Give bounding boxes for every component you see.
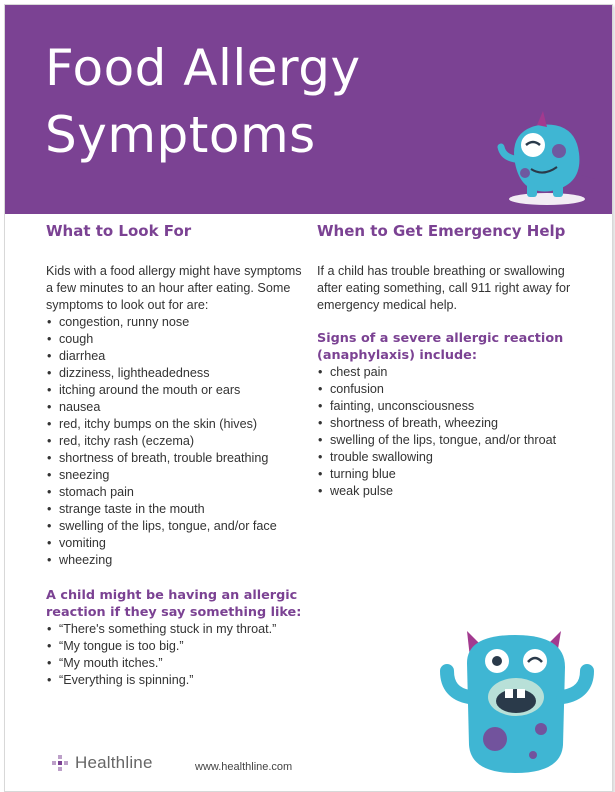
left-intro: Kids with a food allergy might have symptoms a few minutes to an hour after eating. Some symptoms to look out for are: (46, 264, 302, 312)
symptom-list-item: • cough (46, 331, 311, 348)
quote-list-item: • “My mouth itches.” (46, 655, 311, 672)
symptom-list-item: • congestion, runny nose (46, 314, 311, 331)
sign-list-item: • chest pain (317, 364, 577, 381)
page-title (45, 35, 361, 169)
monster-one-horn-illustration (495, 103, 605, 211)
quotes-heading: A child might be having an allergic reaction if they say something like: (46, 588, 302, 620)
sign-list-item: • shortness of breath, wheezing (317, 415, 577, 432)
sign-list-item: • swelling of the lips, tongue, and/or throat (317, 432, 577, 449)
quote-list-item: • “My tongue is too big.” (46, 638, 311, 655)
symptom-list-item: • swelling of the lips, tongue, and/or face (46, 518, 311, 535)
healthline-plus-icon (51, 754, 69, 772)
symptom-list-item: • dizziness, lightheadedness (46, 365, 311, 382)
signs-list (317, 364, 577, 500)
header-banner (5, 5, 612, 214)
monster-two-horns-illustration (437, 605, 597, 775)
quote-list (46, 621, 311, 689)
footer-url: www.healthline.com (195, 761, 293, 773)
sign-list-item: • confusion (317, 381, 577, 398)
quote-list-item: • “Everything is spinning.” (46, 672, 311, 689)
healthline-logo (51, 753, 153, 773)
symptom-list-item: • wheezing (46, 552, 311, 569)
symptom-list-item: • strange taste in the mouth (46, 501, 311, 518)
symptom-list-item: • nausea (46, 399, 311, 416)
symptom-list-item: • vomiting (46, 535, 311, 552)
right-intro: If a child has trouble breathing or swallowing after eating something, call 911 right away for emergency medical help. (317, 264, 571, 312)
page (4, 4, 613, 792)
symptom-list-item: • red, itchy rash (eczema) (46, 433, 311, 450)
emergency-help-heading: When to Get Emergency Help (317, 222, 566, 240)
symptom-list-item: • red, itchy bumps on the skin (hives) (46, 416, 311, 433)
left-column (46, 220, 311, 689)
right-column (317, 220, 577, 500)
symptom-list-item: • stomach pain (46, 484, 311, 501)
symptom-list-item: • sneezing (46, 467, 311, 484)
symptom-list-item: • itching around the mouth or ears (46, 382, 311, 399)
what-to-look-for-heading: What to Look For (46, 222, 192, 240)
sign-list-item: • weak pulse (317, 483, 577, 500)
logo-text: Healthline (75, 753, 153, 772)
sign-list-item: • fainting, unconsciousness (317, 398, 577, 415)
sign-list-item: • trouble swallowing (317, 449, 577, 466)
title-line-2: Symptoms (45, 106, 316, 164)
symptom-list (46, 314, 311, 569)
quote-list-item: • “There's something stuck in my throat.” (46, 621, 311, 638)
sign-list-item: • turning blue (317, 466, 577, 483)
title-line-1: Food Allergy (45, 39, 361, 97)
symptom-list-item: • shortness of breath, trouble breathing (46, 450, 311, 467)
symptom-list-item: • diarrhea (46, 348, 311, 365)
signs-heading: Signs of a severe allergic reaction (anaphylaxis) include: (317, 331, 564, 363)
